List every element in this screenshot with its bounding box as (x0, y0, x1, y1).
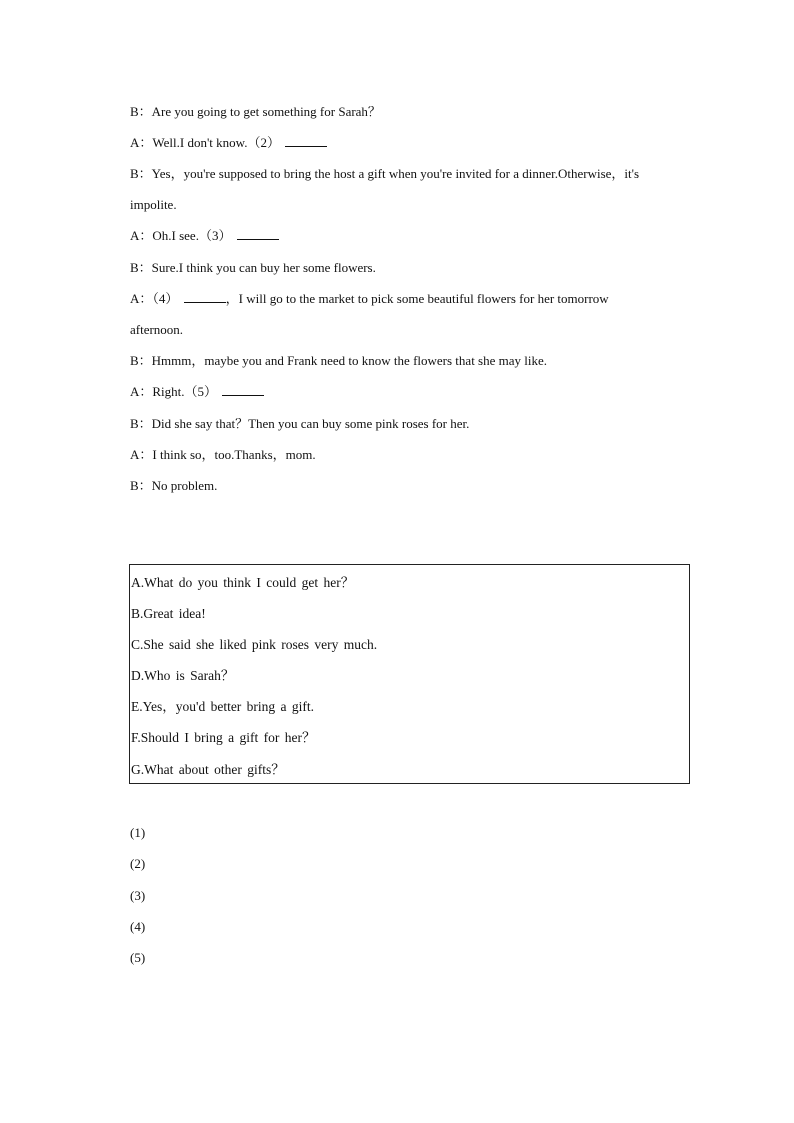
option-c: C.She said she liked pink roses very much. (131, 637, 378, 652)
dialogue-text: I think so，too.Thanks，mom. (152, 447, 316, 462)
option-a: A.What do you think I could get her？ (131, 575, 355, 590)
dialogue-line-9 (130, 353, 547, 369)
speaker-label: B： (130, 478, 152, 493)
speaker-label: A： (130, 135, 153, 150)
dialogue-text: Yes，you're supposed to bring the host a gift when you're invited for a dinner.Otherwise，it's (151, 166, 640, 181)
dialogue-text: Sure.I think you can buy her some flowers. (151, 260, 376, 275)
dialogue-line-10 (130, 384, 264, 400)
answer-label-3: (3) (130, 888, 146, 903)
speaker-label: A： (130, 384, 153, 399)
option-d: D.Who is Sarah？ (131, 668, 235, 683)
speaker-label: A： (130, 447, 153, 462)
answer-blank-2[interactable] (285, 135, 327, 147)
dialogue-text: Did she say that？Then you can buy some pink roses for her. (151, 416, 470, 431)
dialogue-line-1 (130, 104, 381, 120)
dialogue-text: Well.I don't know.（2） (152, 135, 280, 150)
option-b: B.Great idea! (131, 606, 206, 621)
answer-label-2: (2) (130, 856, 146, 871)
dialogue-text: Hmmm，maybe you and Frank need to know the flowers that she may like. (151, 353, 548, 368)
answer-label-5: (5) (130, 950, 146, 965)
dialogue-line-2 (130, 135, 327, 151)
dialogue-line-13 (130, 478, 217, 494)
speaker-label: B： (130, 353, 152, 368)
answer-blank-3[interactable] (237, 228, 279, 240)
speaker-label: A： (130, 291, 153, 306)
dialogue-text: Right.（5） (152, 384, 218, 399)
dialogue-line-12 (130, 447, 316, 463)
dialogue-text: impolite. (130, 197, 177, 212)
speaker-label: A： (130, 228, 153, 243)
speaker-label: B： (130, 416, 152, 431)
dialogue-line-5 (130, 228, 279, 244)
dialogue-text: afternoon. (130, 322, 184, 337)
speaker-label: B： (130, 166, 152, 181)
dialogue-text-after: ，I will go to the market to pick some beautiful flowers for her tomorrow (225, 291, 609, 306)
answer-blank-4[interactable] (184, 291, 226, 303)
dialogue-line-3 (130, 166, 639, 182)
dialogue-line-8 (130, 322, 183, 338)
option-g: G.What about other gifts？ (131, 762, 285, 777)
dialogue-line-4 (130, 197, 177, 213)
answer-blank-5[interactable] (222, 384, 264, 396)
option-e: E.Yes，you'd better bring a gift. (131, 699, 315, 714)
dialogue-line-7 (130, 291, 609, 307)
option-f: F.Should I bring a gift for her？ (131, 730, 316, 745)
dialogue-text: Are you going to get something for Sarah？ (151, 104, 381, 119)
dialogue-text: No problem. (151, 478, 218, 493)
answer-label-4: (4) (130, 919, 146, 934)
speaker-label: B： (130, 104, 152, 119)
answer-label-1: (1) (130, 825, 146, 840)
speaker-label: B： (130, 260, 152, 275)
dialogue-text: （4） (152, 291, 179, 306)
options-box (129, 564, 690, 784)
dialogue-line-11 (130, 416, 469, 432)
dialogue-line-6 (130, 260, 376, 276)
dialogue-text: Oh.I see.（3） (152, 228, 232, 243)
